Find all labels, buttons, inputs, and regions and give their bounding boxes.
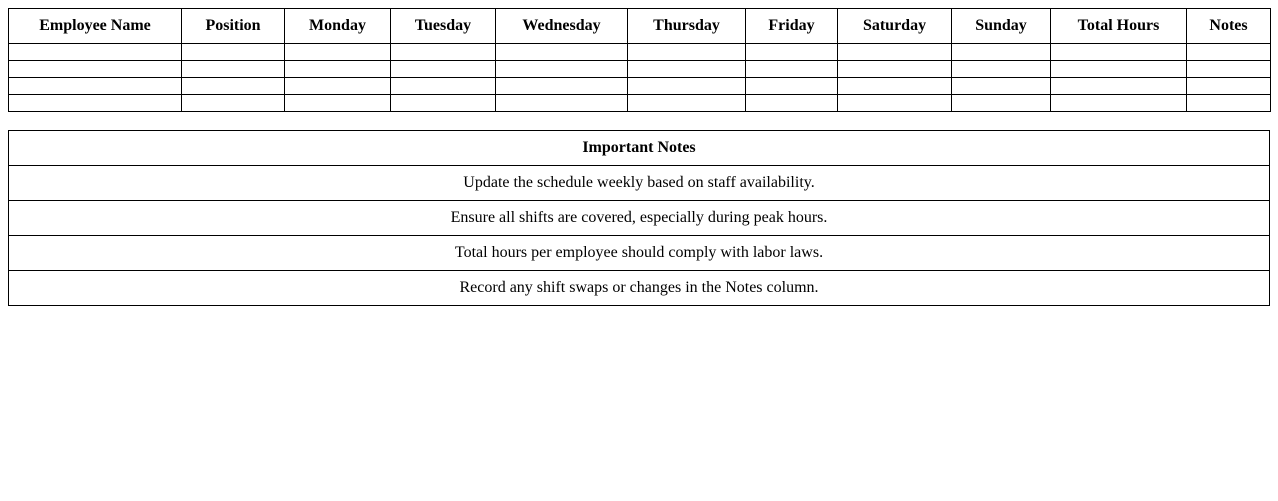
cell-thursday[interactable] <box>628 61 746 78</box>
important-notes-table <box>8 130 1270 306</box>
cell-monday[interactable] <box>285 95 391 112</box>
header-wednesday: Wednesday <box>496 9 628 44</box>
note-item: Update the schedule weekly based on staff availability. <box>9 166 1270 201</box>
header-thursday: Thursday <box>628 9 746 44</box>
cell-employee-name[interactable] <box>9 78 182 95</box>
cell-saturday[interactable] <box>838 44 952 61</box>
cell-wednesday[interactable] <box>496 44 628 61</box>
header-sunday: Sunday <box>952 9 1051 44</box>
note-row <box>9 201 1270 236</box>
cell-sunday[interactable] <box>952 44 1051 61</box>
note-item: Ensure all shifts are covered, especially during peak hours. <box>9 201 1270 236</box>
cell-position[interactable] <box>182 44 285 61</box>
cell-wednesday[interactable] <box>496 95 628 112</box>
cell-notes[interactable] <box>1187 95 1271 112</box>
cell-friday[interactable] <box>746 95 838 112</box>
cell-sunday[interactable] <box>952 95 1051 112</box>
cell-monday[interactable] <box>285 61 391 78</box>
cell-friday[interactable] <box>746 44 838 61</box>
cell-thursday[interactable] <box>628 78 746 95</box>
schedule-header-row <box>9 9 1271 44</box>
cell-total-hours[interactable] <box>1051 95 1187 112</box>
cell-saturday[interactable] <box>838 95 952 112</box>
note-row <box>9 166 1270 201</box>
cell-monday[interactable] <box>285 78 391 95</box>
header-total-hours: Total Hours <box>1051 9 1187 44</box>
note-row <box>9 236 1270 271</box>
cell-tuesday[interactable] <box>391 95 496 112</box>
cell-position[interactable] <box>182 61 285 78</box>
cell-employee-name[interactable] <box>9 61 182 78</box>
header-saturday: Saturday <box>838 9 952 44</box>
header-notes: Notes <box>1187 9 1271 44</box>
table-row <box>9 78 1271 95</box>
cell-sunday[interactable] <box>952 61 1051 78</box>
cell-friday[interactable] <box>746 61 838 78</box>
cell-saturday[interactable] <box>838 78 952 95</box>
header-tuesday: Tuesday <box>391 9 496 44</box>
cell-wednesday[interactable] <box>496 61 628 78</box>
schedule-table <box>8 8 1271 112</box>
cell-total-hours[interactable] <box>1051 61 1187 78</box>
cell-friday[interactable] <box>746 78 838 95</box>
note-item: Record any shift swaps or changes in the Notes column. <box>9 271 1270 306</box>
cell-total-hours[interactable] <box>1051 44 1187 61</box>
cell-thursday[interactable] <box>628 44 746 61</box>
cell-saturday[interactable] <box>838 61 952 78</box>
note-row <box>9 271 1270 306</box>
header-friday: Friday <box>746 9 838 44</box>
header-monday: Monday <box>285 9 391 44</box>
cell-wednesday[interactable] <box>496 78 628 95</box>
table-row <box>9 61 1271 78</box>
cell-total-hours[interactable] <box>1051 78 1187 95</box>
table-row <box>9 95 1271 112</box>
cell-thursday[interactable] <box>628 95 746 112</box>
notes-header-row <box>9 131 1270 166</box>
cell-notes[interactable] <box>1187 61 1271 78</box>
cell-sunday[interactable] <box>952 78 1051 95</box>
cell-employee-name[interactable] <box>9 44 182 61</box>
cell-employee-name[interactable] <box>9 95 182 112</box>
cell-position[interactable] <box>182 95 285 112</box>
header-employee-name: Employee Name <box>9 9 182 44</box>
note-item: Total hours per employee should comply with labor laws. <box>9 236 1270 271</box>
cell-tuesday[interactable] <box>391 61 496 78</box>
notes-title: Important Notes <box>9 131 1270 166</box>
cell-notes[interactable] <box>1187 78 1271 95</box>
table-row <box>9 44 1271 61</box>
cell-notes[interactable] <box>1187 44 1271 61</box>
cell-tuesday[interactable] <box>391 78 496 95</box>
cell-monday[interactable] <box>285 44 391 61</box>
cell-position[interactable] <box>182 78 285 95</box>
cell-tuesday[interactable] <box>391 44 496 61</box>
header-position: Position <box>182 9 285 44</box>
